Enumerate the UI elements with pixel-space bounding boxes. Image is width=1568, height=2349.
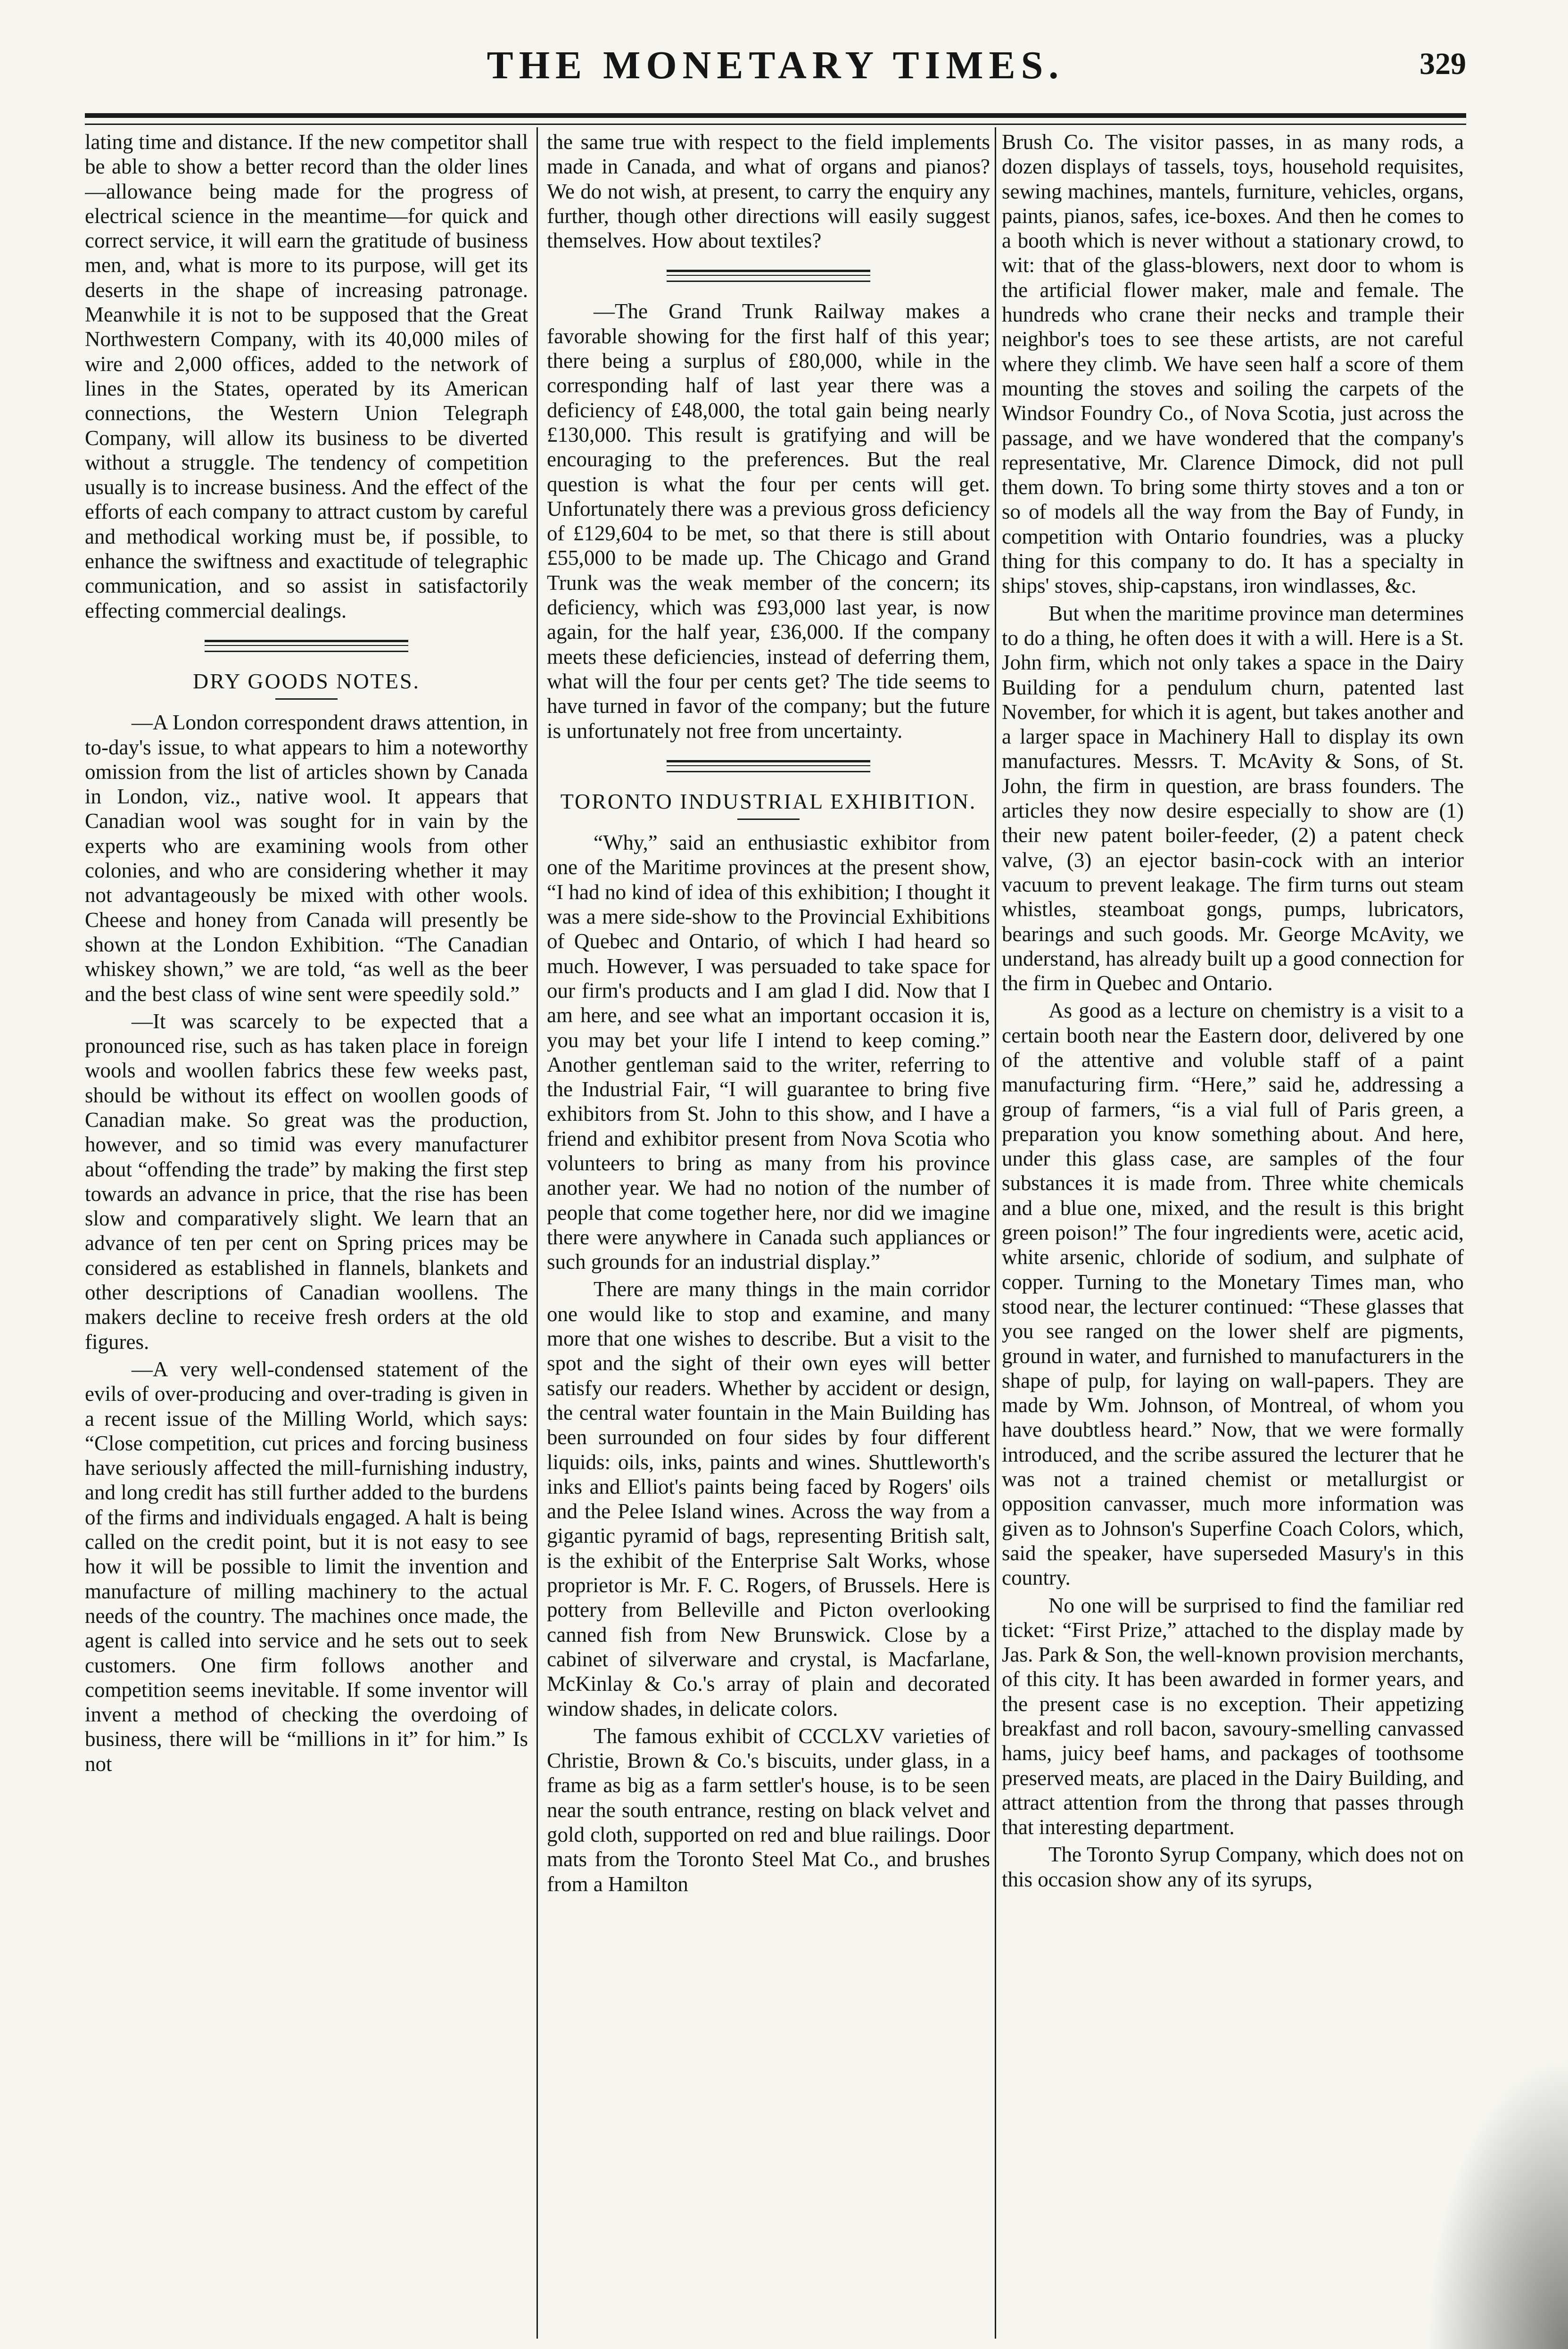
newspaper-title: THE MONETARY TIMES. [487,43,1065,87]
section-separator [667,270,870,282]
article-paragraph: As good as a lecture on chemistry is a visit to a certain booth near the Eastern door, delivered by one of the attentive and voluble staff of a paint manufacturing firm. “Here,” said he, addressing a group of farmers, “is a vial full of Paris green, a preparation you know something about. And here, under this glass case, are samples of the four substances it is made from. Three white chemicals and a blue one, mixed, and the result is this bright green poison!” The four ingredients were, acetic acid, white arsenic, chloride of sodium, and sulphate of copper. Turning to the Monetary Times man, who stood near, the lecturer continued: “These glasses that you see ranged on the lower shelf are pigments, ground in water, and furnished to manufacturers in the shape of pulp, for laying on wall-papers. They are made by Wm. Johnson, of Montreal, of whom you have doubtless heard.” Now, that we were formally introduced, and the scribe assured the lecturer that he was not a trained chemist or metallurgist or opposition canvasser, much more information was given as to Johnson's Superfine Coach Colors, which, said the speaker, have superseded Masury's in this country. [1002,999,1464,1590]
scan-edge-shadow [1427,2057,1568,2349]
article-paragraph: —The Grand Trunk Railway makes a favorable showing for the first half of this year; there being a surplus of £80,000, while in the corresponding half of last year there was a deficiency of £48,000, the total gain being nearly £130,000. This result is gratifying and will be encouraging to the preferences. But the real question is what the four per cents will get. Unfortunately there was a previous gross deficiency of £129,604 to be met, so that there is still about £55,000 to be made up. The Chicago and Grand Trunk was the weak member of the concern; its deficiency, which was £93,000 last year, is now again, for the half year, £36,000. If the company meets these deficiencies, instead of deferring them, what will the four per cents get? The tide seems to have turned in favor of the company; but the future is unfortunately not free from uncertainty. [547,299,990,743]
column-1 [85,130,528,2284]
article-paragraph: No one will be surprised to find the familiar red ticket: “First Prize,” attached to the display made by Jas. Park & Son, the well-known provision merchants, of this city. It has been awarded in former years, and the present case is no exception. Their appetizing breakfast and roll bacon, savoury-smelling canvassed hams, juicy beef hams, and packages of toothsome preserved meats, are placed in the Dairy Building, and attract attention from the throng that passes through that interesting department. [1002,1593,1464,1839]
article-paragraph: Brush Co. The visitor passes, in as many rods, a dozen displays of tassels, toys, household requisites, sewing machines, mantels, furniture, vehicles, organs, paints, pianos, safes, ice-boxes. And then he comes to a booth which is never without a stationary crowd, to wit: that of the glass-blowers, next door to whom is the artificial flower maker, male and female. The hundreds who crane their necks and trample their neighbor's toes to see these artists, are not careful where they climb. We have seen half a score of them mounting the stoves and soiling the carpets of the Windsor Foundry Co., of Nova Scotia, just across the passage, and we have wondered that the company's representative, Mr. Clarence Dimock, did not pull them down. To bring some thirty stoves and a ton or so of models all the way from the Bay of Fundy, in competition with Ontario foundries, was a plucky thing for this company to do. It has a specialty in ships' stoves, ship-capstans, iron windlasses, &c. [1002,130,1464,598]
article-paragraph: But when the maritime province man determines to do a thing, he often does it with a will. Here is a St. John firm, which not only takes a space in the Dairy Building for a pendulum churn, patented last November, for which it is agent, but takes another and a larger space in Machinery Hall to display its own manufactures. Messrs. T. McAvity & Sons, of St. John, the firm in question, are brass founders. The articles they now desire especially to show are (1) their new patent boiler-feeder, (2) a patent check valve, (3) an ejector basin-cock with an interior vacuum to prevent leakage. The firm turns out steam whistles, steamboat gongs, pumps, lubricators, bearings and such goods. Mr. George McAvity, we understand, has already built up a good connection for the firm in Quebec and Ontario. [1002,601,1464,995]
article-paragraph: —A very well-condensed statement of the evils of over-producing and over-trading is given in a recent issue of the Milling World, which says: “Close competition, cut prices and forcing business have seriously affected the mill-furnishing industry, and long credit has still further added to the burdens of the firms and individuals engaged. A halt is being called on the credit point, but it is not easy to see how it will be possible to limit the invention and manufacture of milling machinery to the actual needs of the country. The machines once made, the agent is called into service and he sets out to seek customers. One firm follows another and competition seems inevitable. If some inventor will invent a method of checking the overdoing of business, there will be “millions in it” for him.” Is not [85,1357,528,1776]
section-separator [205,640,408,652]
article-paragraph: the same true with respect to the field implements made in Canada, and what of organs and pianos? We do not wish, at present, to carry the enquiry any further, though other directions will easily suggest themselves. How about textiles? [547,130,990,253]
article-paragraph: “Why,” said an enthusiastic exhibitor from one of the Maritime provinces at the present show, “I had no kind of idea of this exhibition; I thought it was a mere side-show to the Provincial Exhibitions of Quebec and Ontario, of which I had heard so much. However, I was persuaded to take space for our firm's products and I am glad I did. Now that I am here, and see what an important occasion it is, you may bet your life I intend to keep coming.” Another gentleman said to the writer, referring to the Industrial Fair, “I will guarantee to bring five exhibitors from St. John to this show, and I have a friend and exhibitor present from Nova Scotia who volunteers to bring as many from his province another year. We had no notion of the number of people that come together here, nor did we imagine there were anywhere in Canada such appliances or such grounds for an industrial display.” [547,831,990,1274]
masthead [85,38,1466,108]
article-paragraph: lating time and distance. If the new competitor shall be able to show a better record than the older lines—allowance being made for the progress of electrical science in the meantime—for quick and correct service, it will earn the gratitude of business men, and, what is more to its purpose, will get its deserts in the shape of increasing patronage. Meanwhile it is not to be supposed that the Great Northwestern Company, with its 40,000 miles of wire and 2,000 offices, added to the network of lines in the States, operated by its American connections, the Western Union Telegraph Company, will allow its business to be diverted without a struggle. The tendency of competition usually is to increase business. And the effect of the efforts of each company to attract custom by careful and methodical working must be, if possible, to enhance the swiftness and exactitude of telegraphic communication, and so assist in satisfactorily effecting commercial dealings. [85,130,528,622]
heading-underline [737,819,800,820]
section-heading-dry-goods: DRY GOODS NOTES. [192,669,421,693]
page-number: 329 [1419,47,1466,81]
section-heading-toronto-exhibition: TORONTO INDUSTRIAL EXHIBITION. [560,789,977,813]
heading-underline [275,698,338,700]
column-3 [1002,130,1464,2284]
section-separator [667,760,870,772]
article-paragraph: There are many things in the main corridor one would like to stop and examine, and many more that one wishes to describe. But a visit to the spot and the sight of their own eyes will better satisfy our readers. Whether by accident or design, the central water fountain in the Main Building has been surrounded on four sides by four different liquids: oils, inks, paints and wines. Shuttleworth's inks and Elliot's paints being faced by Rogers' oils and the Pelee Island wines. Across the way from a gigantic pyramid of bags, representing British salt, is the exhibit of the Enterprise Salt Works, whose proprietor is Mr. F. C. Rogers, of Brussels. Here is pottery from Belleville and Picton overlooking canned fish from New Brunswick. Close by a cabinet of silverware and crystal, is Macfarlane, McKinlay & Co.'s array of plain and decorated window shades, in delicate colors. [547,1277,990,1720]
column-divider-1 [536,127,538,2339]
article-paragraph: —A London correspondent draws attention, in to-day's issue, to what appears to him a noteworthy omission from the list of articles shown by Canada in London, viz., native wool. It appears that Canadian wool was sought for in vain by the experts who are examining wools from other colonies, and who are considering whether it may not advantageously be mixed with other wools. Cheese and honey from Canada will presently be shown at the London Exhibition. “The Canadian whiskey shown,” we are told, “as well as the beer and the best class of wine sent were speedily sold.” [85,711,528,1006]
article-paragraph: The famous exhibit of CCCLXV varieties of Christie, Brown & Co.'s biscuits, under glass, in a frame as big as a farm settler's house, is to be seen near the south entrance, resting on black velvet and gold cloth, supported on red and blue railings. Door mats from the Toronto Steel Mat Co., and brushes from a Hamilton [547,1724,990,1896]
masthead-rule-thin [85,124,1466,125]
column-2 [547,130,990,2284]
masthead-rule-thick [85,113,1466,118]
article-paragraph: —It was scarcely to be expected that a pronounced rise, such as has taken place in foreign wools and woollen fabrics these few weeks past, should be without its effect on woollen goods of Canadian make. So great was the production, however, and so timid was every manufacturer about “offending the trade” by making the first step towards an advance in price, that the rise has been slow and comparatively slight. We learn that an advance of ten per cent on Spring prices may be considered as established in flannels, blankets and other descriptions of Canadian woollens. The makers decline to receive fresh orders at the old figures. [85,1009,528,1354]
column-divider-2 [995,127,996,2339]
article-paragraph: The Toronto Syrup Company, which does not on this occasion show any of its syrups, [1002,1843,1464,1891]
